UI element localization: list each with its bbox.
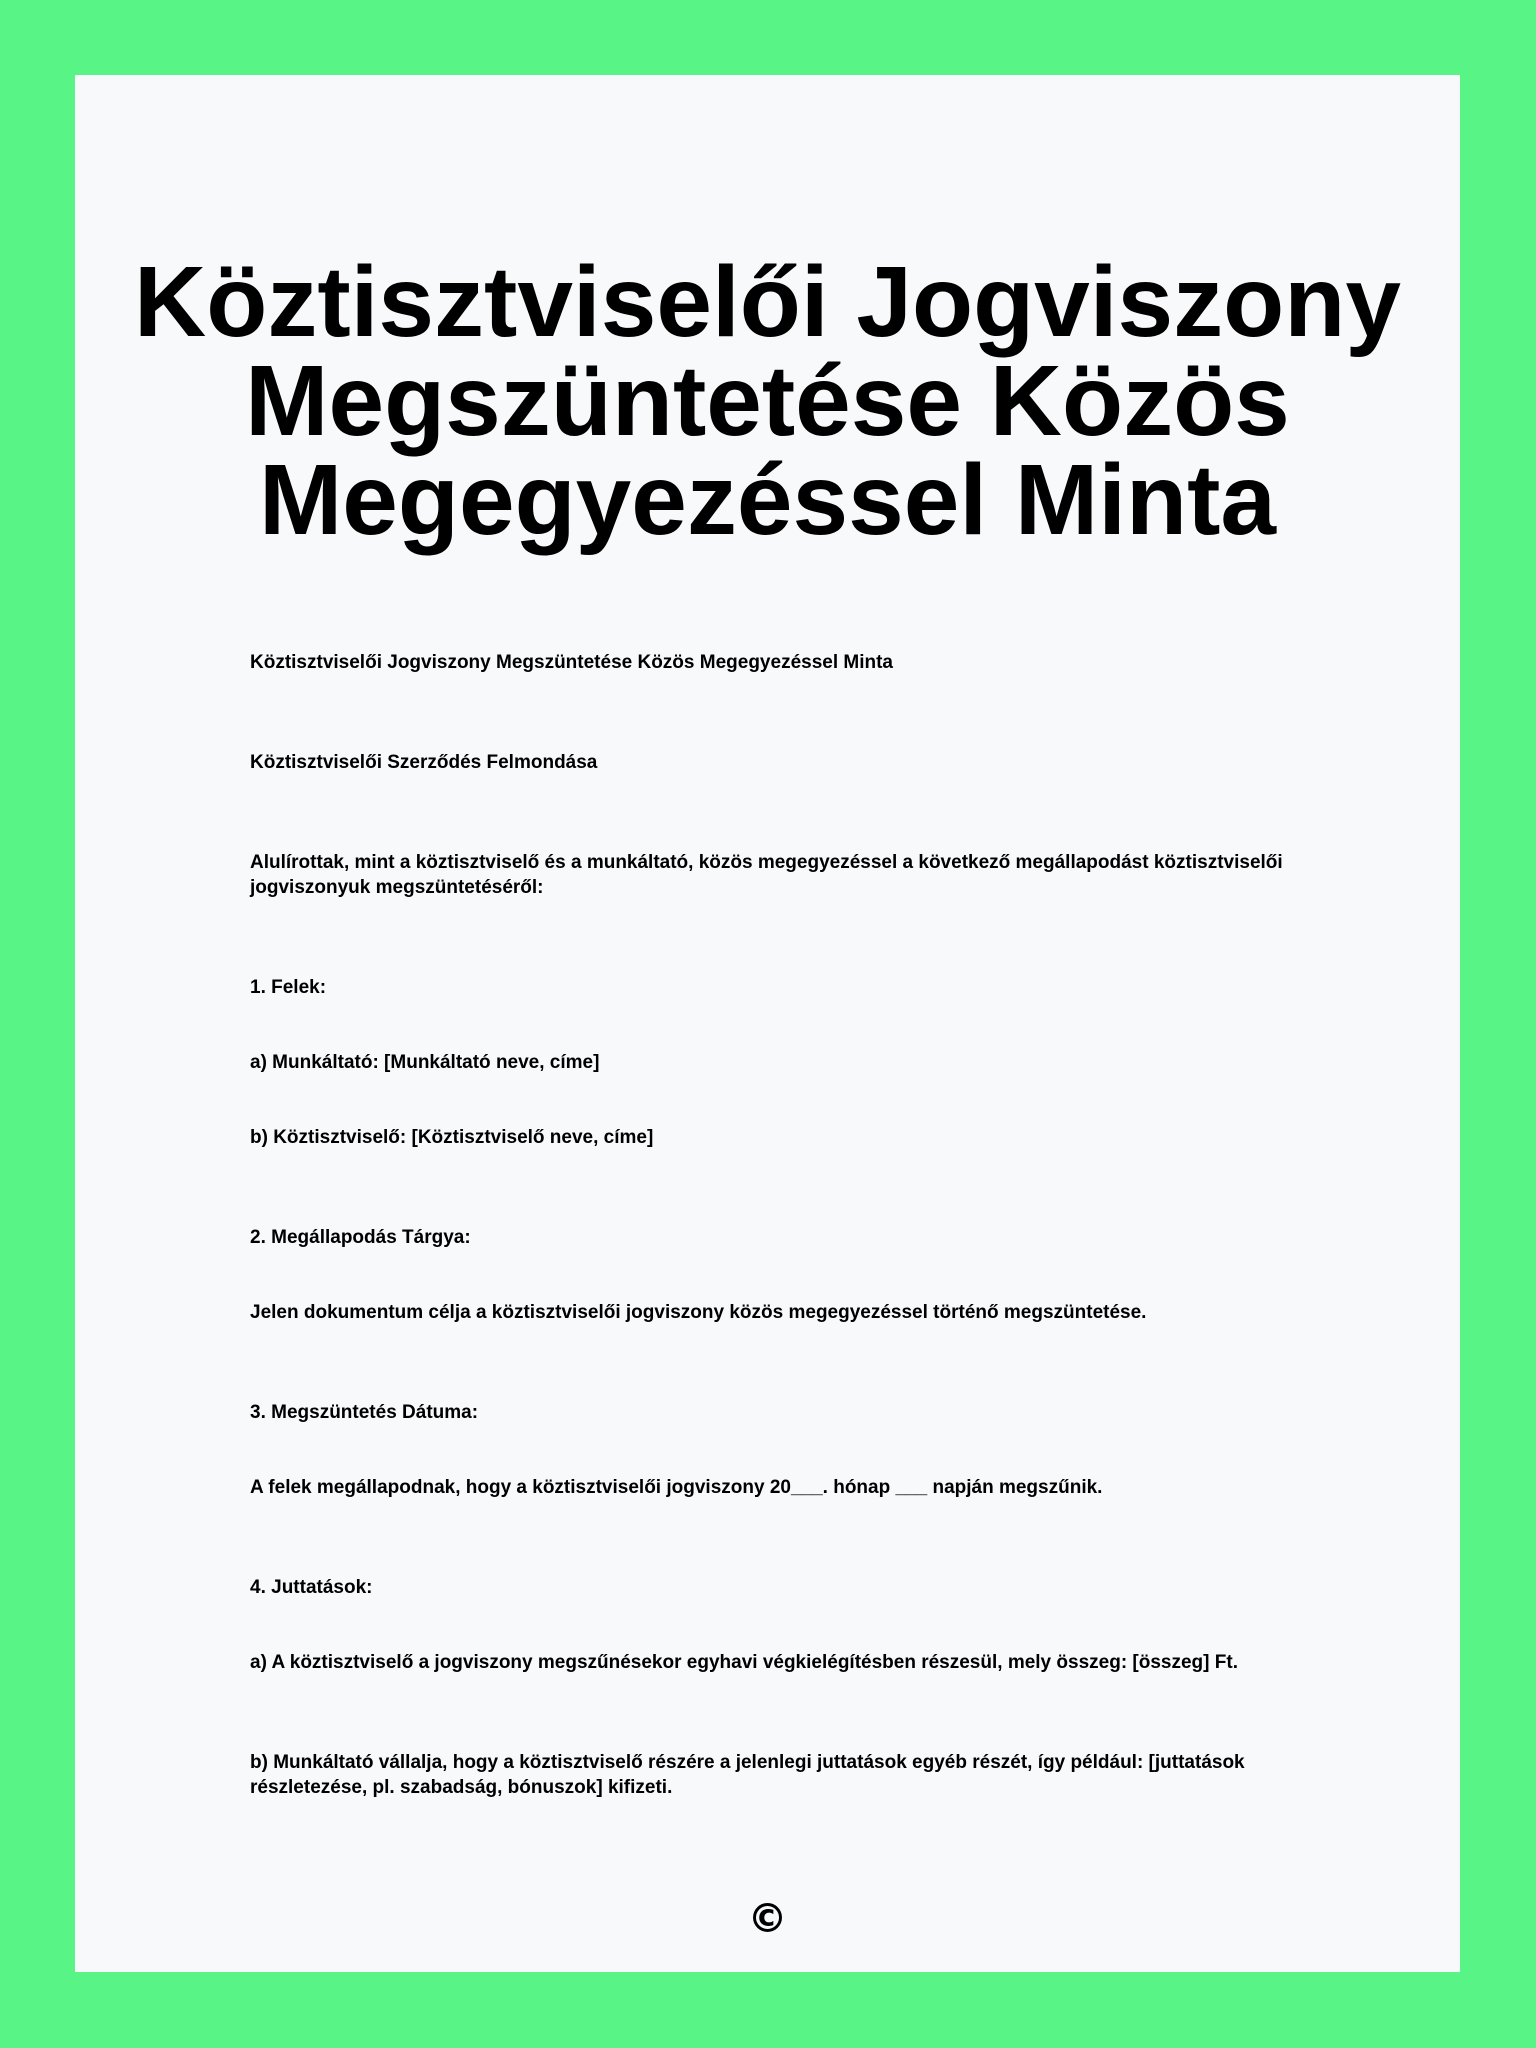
document-title: Köztisztviselői Jogviszony Megszüntetése Közös Megegyezéssel Minta <box>134 246 1401 556</box>
body-heading: Köztisztviselői Jogviszony Megszüntetése Közös Megegyezéssel Minta <box>250 652 893 673</box>
party-civil-servant: b) Köztisztviselő: [Köztisztviselő neve, címe] <box>250 1127 654 1148</box>
benefit-other: b) Munkáltató vállalja, hogy a köztisztviselő részére a jelenlegi juttatások egyéb részét, így például: [juttatások részletezése, pl. szabadság, bónuszok] kifizeti. <box>250 1752 1245 1798</box>
section-heading-benefits: 4. Juttatások: <box>250 1577 373 1598</box>
party-employer: a) Munkáltató: [Munkáltató neve, címe] <box>250 1052 600 1073</box>
subject-paragraph: Jelen dokumentum célja a köztisztviselői jogviszony közös megegyezéssel történő megszüntetése. <box>250 1302 1147 1323</box>
intro-paragraph: Alulírottak, mint a köztisztviselő és a munkáltató, közös megegyezéssel a következő megállapodást köztisztviselői jogviszonyuk megszüntetéséről: <box>250 852 1283 898</box>
benefit-severance: a) A köztisztviselő a jogviszony megszűnésekor egyhavi végkielégítésben részesül, mely összeg: [összeg] Ft. <box>250 1652 1238 1673</box>
date-paragraph: A felek megállapodnak, hogy a köztisztviselői jogviszony 20___. hónap ___ napján megszűnik. <box>250 1477 1103 1498</box>
section-heading-date: 3. Megszüntetés Dátuma: <box>250 1402 479 1423</box>
copyright-icon: © <box>747 1896 788 1942</box>
document-page <box>75 75 1460 1972</box>
section-subtitle: Köztisztviselői Szerződés Felmondása <box>250 752 598 773</box>
section-heading-subject: 2. Megállapodás Tárgya: <box>250 1227 471 1248</box>
section-heading-parties: 1. Felek: <box>250 977 327 998</box>
